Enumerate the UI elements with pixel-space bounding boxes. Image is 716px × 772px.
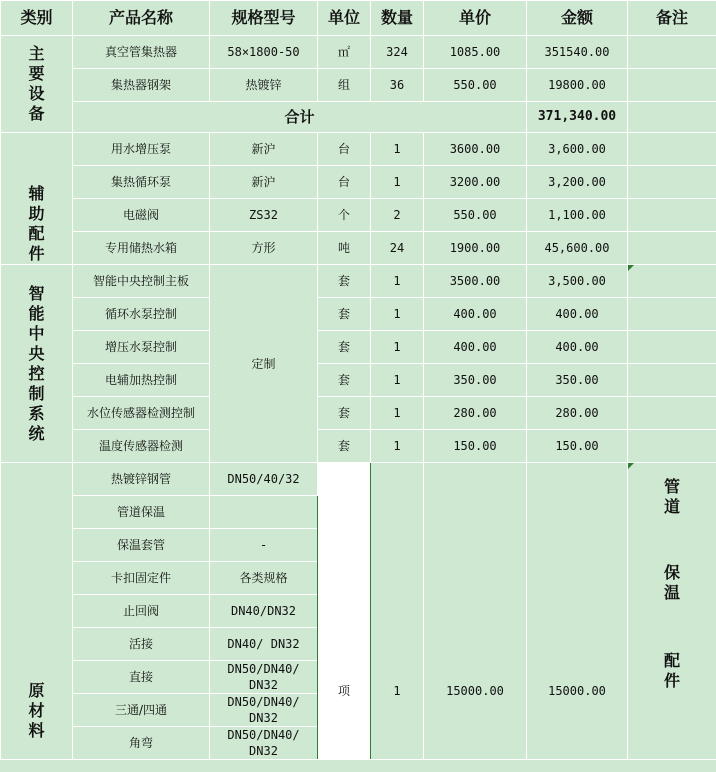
cell-spec: ZS32 [210,199,318,232]
cell-note [628,69,716,102]
cell-price: 280.00 [424,397,527,430]
cell-name: 用水增压泵 [73,133,210,166]
cell-note [628,430,716,463]
cell-price: 350.00 [424,364,527,397]
cell-price: 550.00 [424,69,527,102]
subtotal-value: 371,340.00 [527,102,628,133]
cell-unit: 个 [318,199,371,232]
cell-name: 电辅加热控制 [73,364,210,397]
category-main-equipment: 主 要 设 备 [1,36,73,133]
cell-spec: DN50/DN40/ DN32 [210,727,318,760]
cell-spec: DN40/DN32 [210,595,318,628]
cell-qty: 36 [371,69,424,102]
cell-amount-merged: 15000.00 [527,463,628,760]
cell-spec: DN50/40/32 [210,463,318,496]
category-central-control-system: 智 能 中 央 控 制 系 统 [1,265,73,463]
cell-qty: 24 [371,232,424,265]
cell-amount: 3,600.00 [527,133,628,166]
cell-name: 智能中央控制主板 [73,265,210,298]
table-row [1,265,716,298]
table-row [1,430,716,463]
cell-unit: 套 [318,364,371,397]
cell-price: 3200.00 [424,166,527,199]
cell-name: 角弯 [73,727,210,760]
cell-spec: 各类规格 [210,562,318,595]
subtotal-label: 合计 [73,102,527,133]
cell-qty: 1 [371,397,424,430]
cell-qty: 1 [371,133,424,166]
table-row [1,397,716,430]
cell-amount: 400.00 [527,331,628,364]
cell-name: 电磁阀 [73,199,210,232]
cell-name: 直接 [73,661,210,694]
cell-spec: DN40/ DN32 [210,628,318,661]
cell-note [628,133,716,166]
cell-name: 集热器钢架 [73,69,210,102]
cell-name: 专用储热水箱 [73,232,210,265]
cell-amount: 3,500.00 [527,265,628,298]
cell-qty-merged: 1 [371,463,424,760]
cell-note [628,331,716,364]
cell-unit: 套 [318,298,371,331]
header-note: 备注 [628,1,716,36]
cell-name: 热镀锌钢管 [73,463,210,496]
cell-spec-merged: 定制 [210,265,318,463]
header-price: 单价 [424,1,527,36]
cell-name: 三通/四通 [73,694,210,727]
cell-price: 150.00 [424,430,527,463]
header-name: 产品名称 [73,1,210,36]
cell-unit: 套 [318,397,371,430]
cell-name: 保温套管 [73,529,210,562]
cell-amount: 350.00 [527,364,628,397]
header-qty: 数量 [371,1,424,36]
cell-amount: 400.00 [527,298,628,331]
cell-unit: 吨 [318,232,371,265]
cell-amount: 280.00 [527,397,628,430]
cell-amount: 19800.00 [527,69,628,102]
cell-spec: 新沪 [210,166,318,199]
cell-spec: 58×1800-50 [210,36,318,69]
subtotal-row [1,102,716,133]
cell-amount: 1,100.00 [527,199,628,232]
cell-spec: 方形 [210,232,318,265]
cell-spec: DN50/DN40/ DN32 [210,661,318,694]
cell-note [628,102,716,133]
cell-note [628,265,716,298]
category-auxiliary-parts: 辅 助 配 件 [1,133,73,265]
table-row [1,69,716,102]
cell-unit: 台 [318,133,371,166]
cell-price: 400.00 [424,298,527,331]
cell-price: 1900.00 [424,232,527,265]
cell-amount: 45,600.00 [527,232,628,265]
cell-qty: 1 [371,331,424,364]
cell-unit: 套 [318,331,371,364]
cell-name: 循环水泵控制 [73,298,210,331]
cell-amount: 351540.00 [527,36,628,69]
cell-qty: 1 [371,298,424,331]
cell-name: 卡扣固定件 [73,562,210,595]
cell-unit: 套 [318,265,371,298]
cell-spec: - [210,529,318,562]
table-row [1,232,716,265]
cell-price: 3600.00 [424,133,527,166]
cell-note [628,36,716,69]
category-raw-materials: 原 材 料 [1,463,73,760]
table-row [1,36,716,69]
cell-spec: 新沪 [210,133,318,166]
cell-name: 温度传感器检测 [73,430,210,463]
table-row [1,133,716,166]
table-row [1,331,716,364]
cell-name: 止回阀 [73,595,210,628]
header-unit: 单位 [318,1,371,36]
header-spec: 规格型号 [210,1,318,36]
cell-qty: 1 [371,430,424,463]
cell-price: 550.00 [424,199,527,232]
cell-name: 活接 [73,628,210,661]
cell-spec [210,496,318,529]
cell-unit: 组 [318,69,371,102]
cell-spec: DN50/DN40/ DN32 [210,694,318,727]
cell-qty: 2 [371,199,424,232]
cell-name: 水位传感器检测控制 [73,397,210,430]
table-row [1,364,716,397]
cell-note [628,298,716,331]
cell-note [628,364,716,397]
cell-unit-merged: 项 [318,463,371,760]
table-row [1,166,716,199]
cell-note [628,199,716,232]
cell-price: 400.00 [424,331,527,364]
cell-price: 3500.00 [424,265,527,298]
header-category: 类别 [1,1,73,36]
cell-price-merged: 15000.00 [424,463,527,760]
cell-unit: 套 [318,430,371,463]
cell-note [628,166,716,199]
cell-note-merged: 管 道 保 温 配 件 [628,463,716,760]
cell-amount: 3,200.00 [527,166,628,199]
cell-note [628,397,716,430]
cell-qty: 1 [371,166,424,199]
cell-qty: 1 [371,265,424,298]
cell-name: 真空管集热器 [73,36,210,69]
cell-qty: 1 [371,364,424,397]
cell-amount: 150.00 [527,430,628,463]
cell-price: 1085.00 [424,36,527,69]
table-row [1,199,716,232]
header-amount: 金额 [527,1,628,36]
cell-spec: 热镀锌 [210,69,318,102]
table-row [1,298,716,331]
cell-qty: 324 [371,36,424,69]
cell-name: 管道保温 [73,496,210,529]
cell-unit: ㎡ [318,36,371,69]
cell-unit: 台 [318,166,371,199]
cell-name: 集热循环泵 [73,166,210,199]
table-row [1,463,716,496]
cell-name: 增压水泵控制 [73,331,210,364]
header-row [1,1,716,36]
cell-note [628,232,716,265]
